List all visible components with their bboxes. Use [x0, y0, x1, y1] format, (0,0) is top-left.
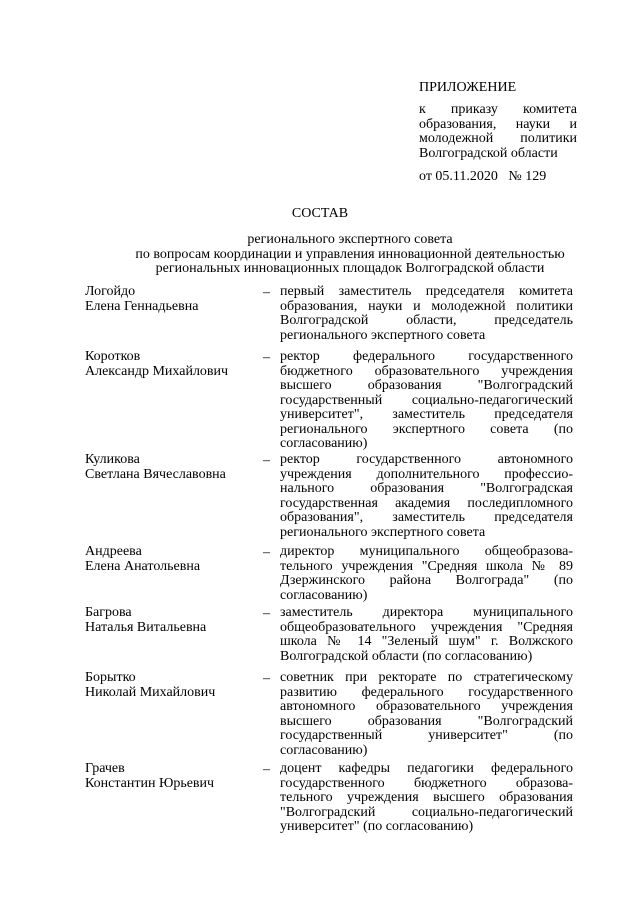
member-given-names: Светлана Вячеславовна: [85, 466, 226, 482]
member-role: директор муниципального общеобразова-тельного учреждения "Средняя школа № 89 Дзержинского района Волгограда" (по согласованию): [280, 544, 573, 603]
member-given-names: Елена Анатольевна: [85, 558, 201, 574]
dash-separator: –: [263, 606, 270, 621]
member-surname: Логойдо: [85, 284, 136, 299]
subtitle-line: по вопросам координации и управления инновационной деятельностью: [135, 246, 565, 262]
dash-separator: –: [263, 350, 270, 365]
appendix-order-reference: к приказу комитета образования, науки и молодежной политики Волгоградской области: [419, 102, 577, 161]
member-given-names: Константин Юрьевич: [85, 775, 215, 791]
member-name: [85, 671, 260, 700]
member-name: [85, 545, 260, 574]
appendix-date-number: от 05.11.2020 № 129: [419, 169, 547, 184]
member-role: советник при ректорате по стратегическому развитию федерального государственного автономного образовательного учреждения высшего образования "Волгоградский государственный университет" (по согласованию): [280, 670, 573, 758]
member-surname: Куликова: [85, 452, 140, 467]
member-surname: Борытко: [85, 670, 136, 685]
member-role: ректор государственного автономного учреждения дополнительного профессио-нального образования "Волгоградская государственная академия последипломного образования", заместитель председателя регионального экспертного совета: [280, 452, 573, 540]
member-name: [85, 285, 260, 314]
member-name: [85, 453, 260, 482]
document-subtitle: [60, 233, 640, 277]
subtitle-line: региональных инновационных площадок Волгоградской области: [155, 261, 545, 276]
document-title: СОСТАВ: [291, 206, 349, 221]
member-role: заместитель директора муниципального общеобразовательного учреждения "Средняя школа № 14 "Зеленый шум" г. Волжского Волгоградской области (по согласованию): [280, 605, 573, 664]
dash-separator: –: [263, 671, 270, 686]
appendix-title: ПРИЛОЖЕНИЕ: [419, 80, 517, 95]
member-surname: Андреева: [85, 544, 142, 559]
member-role: первый заместитель председателя комитета образования, науки и молодежной политики Волгоградской области, председатель регионального экспертного совета: [280, 284, 573, 343]
member-role: доцент кафедры педагогики федерального государственного бюджетного образова-тельного учреждения высшего образования "Волгоградский социально-педагогический университет" (по согласованию): [280, 761, 573, 834]
subtitle-line: регионального экспертного совета: [247, 232, 453, 247]
member-name: [85, 350, 260, 379]
member-given-names: Наталья Витальевна: [85, 619, 207, 635]
member-given-names: Николай Михайлович: [85, 684, 216, 700]
member-surname: Коротков: [85, 349, 141, 364]
member-surname: Грачев: [85, 761, 125, 776]
dash-separator: –: [263, 762, 270, 777]
member-role: ректор федерального государственного бюджетного образовательного учреждения высшего образования "Волгоградский государственный социально-педагогический университет", заместитель председателя регионального экспертного совета (по согласованию): [280, 349, 573, 451]
member-name: [85, 606, 260, 635]
dash-separator: –: [263, 453, 270, 468]
member-given-names: Елена Геннадьевна: [85, 298, 199, 314]
dash-separator: –: [263, 545, 270, 560]
member-given-names: Александр Михайлович: [85, 363, 229, 379]
member-name: [85, 762, 260, 791]
dash-separator: –: [263, 285, 270, 300]
member-surname: Багрова: [85, 605, 132, 620]
